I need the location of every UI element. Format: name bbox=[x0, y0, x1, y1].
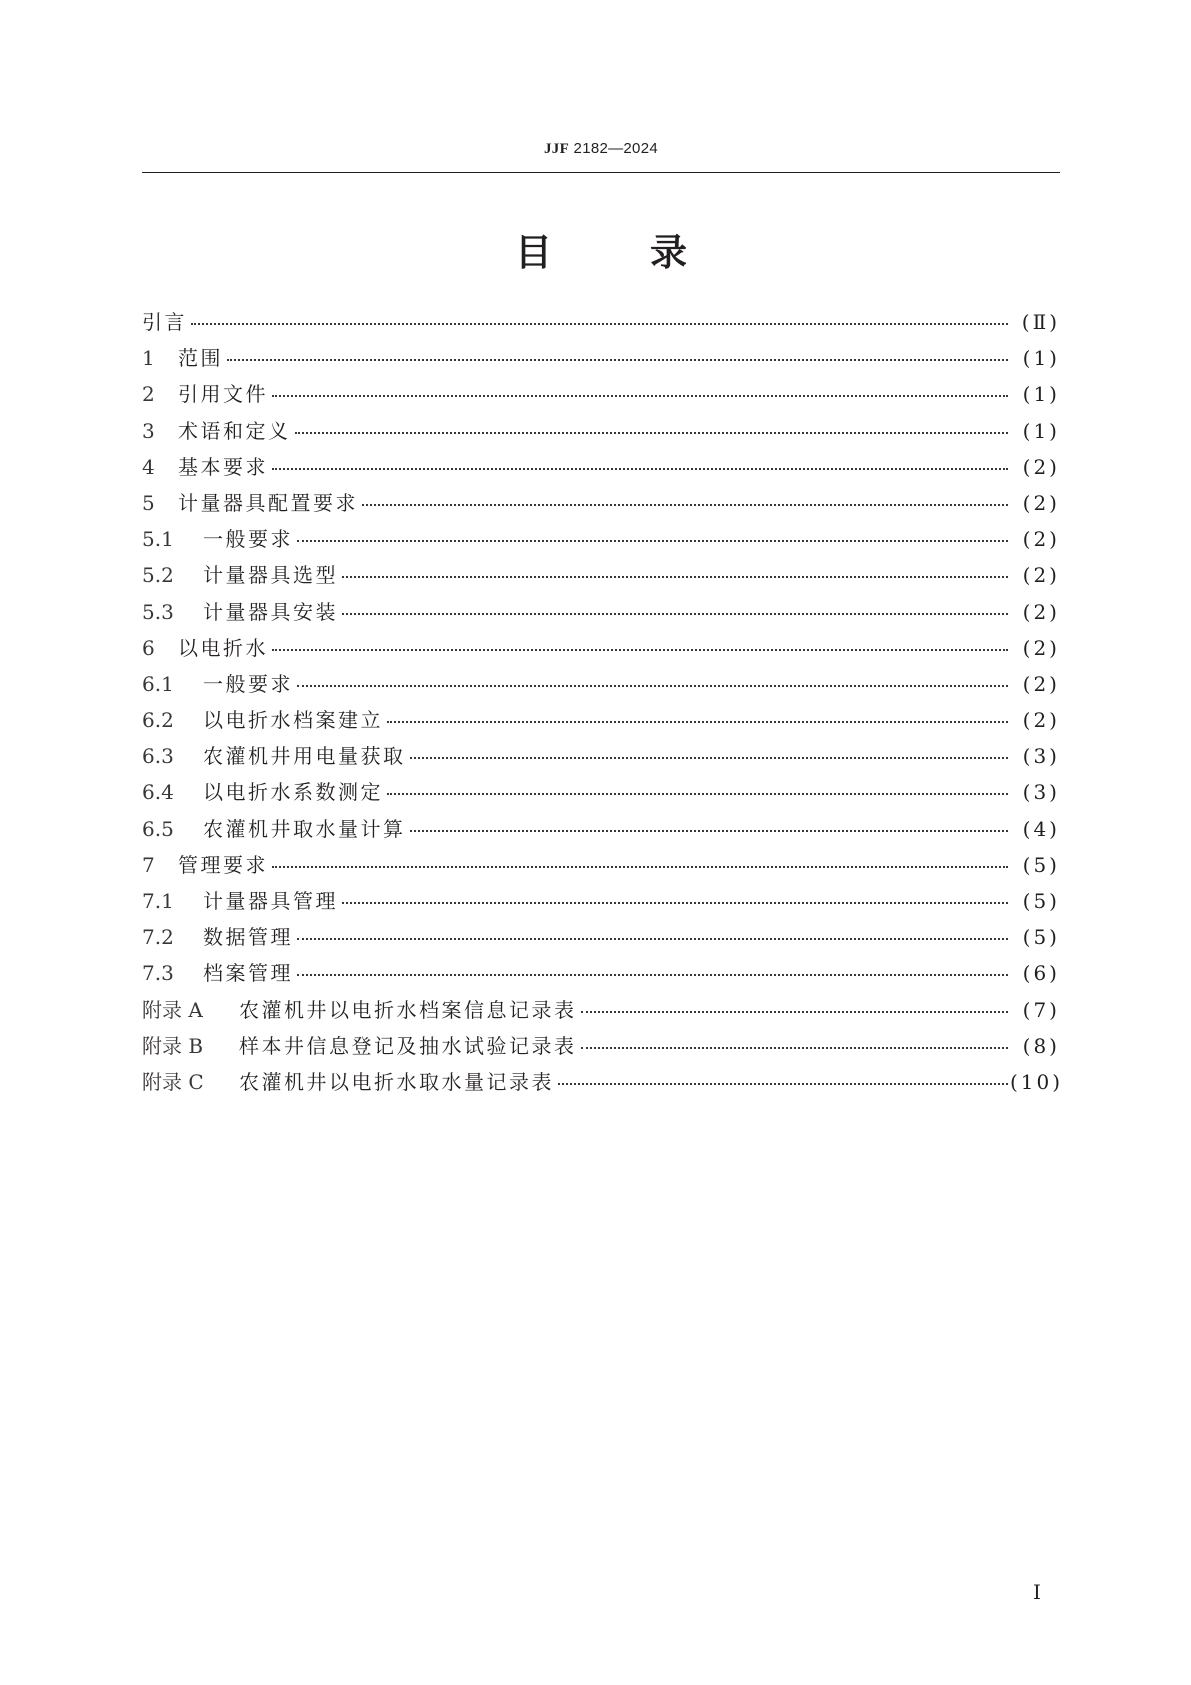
toc-entry-number: 3 bbox=[142, 418, 155, 443]
toc-entry-number: 5.1 bbox=[142, 527, 174, 552]
toc-leader-dots bbox=[295, 412, 1009, 434]
toc-entry-label: 以电折水档案建立 bbox=[203, 708, 383, 733]
toc-entry-page: (2) bbox=[1022, 490, 1060, 515]
toc-entry-number: 1 bbox=[142, 346, 155, 371]
toc-entry-number: 7.3 bbox=[142, 961, 174, 986]
toc-entry-label: 管理要求 bbox=[178, 852, 268, 877]
toc-entry-label: 数据管理 bbox=[203, 925, 293, 950]
toc-entry-page: (2) bbox=[1022, 671, 1060, 696]
toc-entry-number: 7 bbox=[142, 852, 155, 877]
toc-entry-number: 6.1 bbox=[142, 671, 174, 696]
toc-leader-dots bbox=[272, 846, 1008, 868]
toc-entry-label: 一般要求 bbox=[203, 671, 293, 696]
toc-entry[interactable] bbox=[142, 630, 1060, 666]
toc-entry-number: 5 bbox=[142, 490, 155, 515]
page-title bbox=[142, 222, 1060, 276]
toc-entry-page: (8) bbox=[1022, 1033, 1060, 1058]
toc-leader-dots bbox=[387, 701, 1008, 723]
toc-entry-number: 6.2 bbox=[142, 708, 174, 733]
standard-code: JJF bbox=[544, 141, 570, 157]
toc-entry-number: 6.3 bbox=[142, 744, 174, 769]
toc-entry[interactable] bbox=[142, 449, 1060, 485]
page-folio: Ⅰ bbox=[1033, 1580, 1041, 1604]
header-rule bbox=[142, 172, 1060, 173]
toc-entry[interactable] bbox=[142, 992, 1060, 1028]
title-char-1: 目 bbox=[515, 231, 552, 274]
toc-leader-dots bbox=[297, 665, 1008, 687]
toc-entry[interactable] bbox=[142, 702, 1060, 738]
toc-entry[interactable] bbox=[142, 811, 1060, 847]
toc-leader-dots bbox=[558, 1063, 1008, 1085]
toc-entry[interactable] bbox=[142, 883, 1060, 919]
toc-entry-page: (1) bbox=[1022, 418, 1060, 443]
toc-entry-page: (6) bbox=[1022, 961, 1060, 986]
toc-entry[interactable] bbox=[142, 738, 1060, 774]
toc-entry-page: (2) bbox=[1022, 635, 1060, 660]
toc-leader-dots bbox=[410, 737, 1009, 759]
toc-entry[interactable] bbox=[142, 304, 1060, 340]
toc-leader-dots bbox=[272, 629, 1008, 651]
toc-leader-dots bbox=[272, 448, 1008, 470]
toc-leader-dots bbox=[342, 882, 1008, 904]
toc-entry[interactable] bbox=[142, 594, 1060, 630]
toc-entry-label: 计量器具管理 bbox=[203, 889, 338, 913]
toc-entry-number: 5.3 bbox=[142, 599, 174, 624]
toc-entry[interactable] bbox=[142, 340, 1060, 376]
toc-leader-dots bbox=[342, 593, 1008, 615]
toc-leader-dots bbox=[410, 810, 1009, 832]
toc-entry-label: 农灌机井以电折水档案信息记录表 bbox=[239, 997, 577, 1022]
toc-entry-page: (3) bbox=[1022, 780, 1060, 805]
toc-entry-label: 农灌机井用电量获取 bbox=[203, 744, 406, 769]
toc-entry-number: 附录 A bbox=[142, 997, 203, 1022]
toc-entry-number: 7.2 bbox=[142, 925, 174, 950]
toc-entry-page: (3) bbox=[1022, 744, 1060, 769]
toc-entry-label: 计量器具安装 bbox=[203, 599, 338, 624]
toc-leader-dots bbox=[272, 375, 1008, 397]
toc-entry-page: (Ⅱ) bbox=[1021, 310, 1060, 334]
toc-entry-page: (1) bbox=[1022, 346, 1060, 371]
toc-entry-label: 范围 bbox=[178, 346, 223, 371]
toc-entry[interactable] bbox=[142, 1064, 1064, 1100]
toc-entry[interactable] bbox=[142, 557, 1060, 593]
toc-entry-page: (10) bbox=[1010, 1069, 1064, 1094]
toc-leader-dots bbox=[297, 918, 1008, 940]
toc-entry-label: 计量器具配置要求 bbox=[178, 490, 358, 515]
toc-entry-page: (2) bbox=[1022, 599, 1060, 624]
toc-leader-dots bbox=[297, 520, 1008, 542]
toc-leader-dots bbox=[297, 954, 1008, 976]
toc-entry-label: 引言 bbox=[142, 310, 187, 334]
toc-leader-dots bbox=[387, 773, 1008, 795]
table-of-contents bbox=[142, 304, 1064, 1100]
toc-entry-page: (4) bbox=[1022, 816, 1060, 841]
toc-entry[interactable] bbox=[142, 485, 1060, 521]
toc-entry-page: (2) bbox=[1022, 708, 1060, 733]
toc-entry[interactable] bbox=[142, 955, 1060, 991]
toc-entry[interactable] bbox=[142, 521, 1060, 557]
toc-entry[interactable] bbox=[142, 847, 1060, 883]
title-char-2: 录 bbox=[650, 231, 687, 274]
toc-entry-label: 样本井信息登记及抽水试验记录表 bbox=[239, 1033, 577, 1058]
toc-entry-page: (5) bbox=[1022, 852, 1060, 877]
toc-entry-page: (7) bbox=[1022, 997, 1060, 1022]
toc-entry-label: 农灌机井以电折水取水量记录表 bbox=[239, 1069, 554, 1094]
toc-entry-number: 5.2 bbox=[142, 563, 174, 588]
toc-leader-dots bbox=[581, 991, 1009, 1013]
toc-entry-number: 6.4 bbox=[142, 780, 174, 805]
toc-entry-label: 以电折水系数测定 bbox=[203, 780, 383, 805]
toc-entry-number: 6 bbox=[142, 635, 155, 660]
toc-entry-label: 基本要求 bbox=[178, 454, 268, 479]
toc-leader-dots bbox=[191, 303, 1008, 325]
toc-entry-page: (2) bbox=[1022, 527, 1060, 552]
toc-entry-page: (2) bbox=[1022, 454, 1060, 479]
toc-entry-page: (5) bbox=[1022, 889, 1060, 913]
toc-entry-label: 以电折水 bbox=[178, 635, 268, 660]
toc-entry-label: 档案管理 bbox=[203, 961, 293, 986]
toc-entry-number: 7.1 bbox=[142, 889, 174, 913]
toc-entry-label: 引用文件 bbox=[178, 382, 268, 407]
toc-entry-number: 附录 B bbox=[142, 1033, 204, 1058]
toc-entry[interactable] bbox=[142, 774, 1060, 810]
toc-leader-dots bbox=[362, 484, 1008, 506]
toc-entry-label: 一般要求 bbox=[203, 527, 293, 552]
toc-entry[interactable] bbox=[142, 666, 1060, 702]
toc-entry-label: 农灌机井取水量计算 bbox=[203, 816, 406, 841]
toc-entry-number: 附录 C bbox=[142, 1069, 204, 1094]
toc-entry[interactable] bbox=[142, 376, 1060, 412]
toc-entry-page: (2) bbox=[1022, 563, 1060, 588]
toc-leader-dots bbox=[342, 556, 1008, 578]
toc-entry-number: 2 bbox=[142, 382, 155, 407]
toc-entry-number: 6.5 bbox=[142, 816, 174, 841]
toc-entry[interactable] bbox=[142, 413, 1060, 449]
toc-leader-dots bbox=[581, 1027, 1009, 1049]
toc-entry-label: 术语和定义 bbox=[178, 418, 291, 443]
standard-number: 2182—2024 bbox=[573, 140, 658, 157]
toc-entry-label: 计量器具选型 bbox=[203, 563, 338, 588]
toc-entry-page: (5) bbox=[1022, 925, 1060, 950]
toc-entry-number: 4 bbox=[142, 454, 155, 479]
toc-entry[interactable] bbox=[142, 919, 1060, 955]
running-header bbox=[142, 140, 1060, 158]
toc-entry-page: (1) bbox=[1022, 382, 1060, 407]
toc-leader-dots bbox=[227, 339, 1008, 361]
toc-entry[interactable] bbox=[142, 1028, 1060, 1064]
